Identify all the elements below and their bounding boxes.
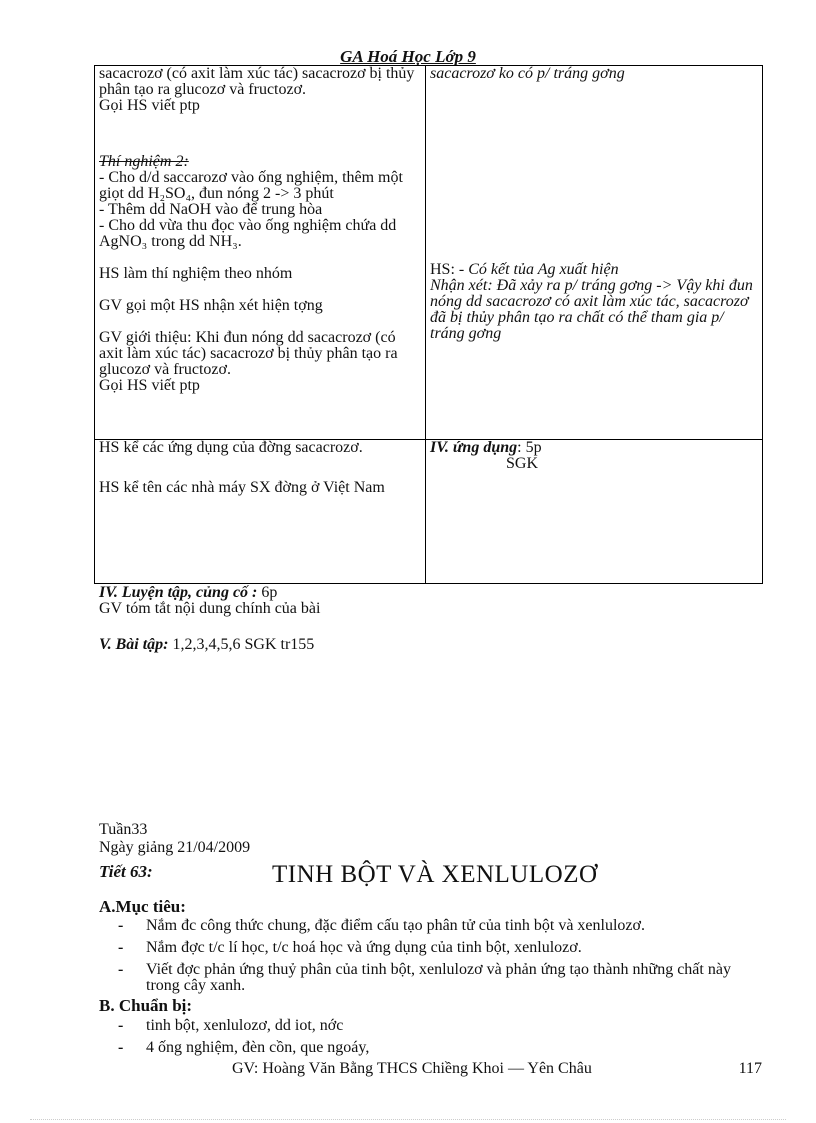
footer-author: GV: Hoàng Văn Bằng THCS Chiềng Khoi — Yên Châu <box>232 1060 592 1077</box>
bullet-mark: - <box>118 1039 124 1056</box>
list-item <box>118 918 768 934</box>
list-item-text: 4 ống nghiệm, đèn cồn, que ngoáy, <box>146 1039 370 1056</box>
experiment-step: - Thêm dd NaOH vào để trung hòa <box>99 201 323 218</box>
cell-text: HS làm thí nghiệm theo nhóm <box>99 265 293 282</box>
list-item-text: tinh bột, xenlulozơ, dd iot, nớc <box>146 1017 344 1034</box>
list-item-text: Nắm đợc t/c lí học, t/c hoá học và ứng dụng của tinh bột, xenlulozơ. <box>146 939 582 956</box>
table-cell-activity <box>95 66 426 440</box>
preparation-heading: B. Chuẩn bị: <box>99 996 193 1015</box>
cell-text: GV gọi một HS nhận xét hiện tợng <box>99 297 323 314</box>
cell-text: SGK <box>506 455 539 472</box>
cell-text: HS kể tên các nhà máy SX đờng ở Việt Nam <box>99 479 385 496</box>
page-edge-divider <box>30 1119 786 1120</box>
list-item-text: Nắm đc công thức chung, đặc điểm cấu tạo phân tử của tinh bột và xenlulozơ. <box>146 917 645 934</box>
section-heading <box>430 440 758 456</box>
table-row <box>95 66 763 440</box>
cell-text: sacacrozơ (có axit làm xúc tác) sacacrozơ bị thủy phân tạo ra glucozơ và fructozơ. <box>99 65 415 98</box>
table-row <box>95 440 763 584</box>
homework-title: V. Bài tập: <box>99 636 169 653</box>
week-label: Tuần33 <box>99 821 148 838</box>
practice-text: GV tóm tắt nội dung chính của bài <box>99 600 321 617</box>
table-cell-content <box>426 66 763 440</box>
bullet-mark: - <box>118 1017 124 1034</box>
practice-heading <box>99 585 277 601</box>
document-header: GA Hoá Học Lớp 9 <box>340 47 476 66</box>
experiment-step: - Cho dd vừa thu đọc vào ống nghiệm chứa dd AgNO₃ trong dd NH₃. <box>99 217 397 250</box>
practice-title: IV. Luyện tập, củng cố : <box>99 584 258 601</box>
list-item <box>118 962 768 994</box>
cell-text: Gọi HS viết ptp <box>99 97 200 114</box>
list-item <box>118 1018 768 1034</box>
bullet-mark: - <box>118 939 124 956</box>
section-time: : 5p <box>517 439 542 456</box>
objectives-list <box>118 918 768 994</box>
lesson-number: Tiết 63: <box>99 862 153 881</box>
cell-text: sacacrozơ ko có p/ tráng gơng <box>430 65 625 82</box>
bullet-mark: - <box>118 917 124 934</box>
comment-text: Nhận xét: Đã xảy ra p/ tráng gơng -> Vậy khi đun nóng dd sacacrozơ có axit làm xúc tác, sacacrozơ đã bị thủy phân tạo ra chất có thể tham gia p/ tráng gơng <box>430 277 753 342</box>
list-item <box>118 940 768 956</box>
cell-text: HS kể các ứng dụng của đờng sacacrozơ. <box>99 439 363 456</box>
homework-text: 1,2,3,4,5,6 SGK tr155 <box>168 636 315 653</box>
page-footer <box>232 1060 762 1078</box>
table-cell-content <box>426 440 763 584</box>
hs-result-text: - Có kết tủa Ag xuất hiện <box>454 261 619 278</box>
practice-time: 6p <box>257 584 278 601</box>
cell-text: GV giới thiệu: Khi đun nóng dd sacacrozơ (có axit làm xúc tác) sacacrozơ bị thủy phân tạo ra glucozơ và fructozơ. <box>99 329 398 378</box>
hs-result <box>430 262 758 278</box>
bullet-mark: - <box>118 961 124 978</box>
experiment-title: Thí nghiệm 2: <box>99 153 189 170</box>
teaching-date: Ngày giảng 21/04/2009 <box>99 839 251 856</box>
section-title: IV. ứng dụng <box>430 439 518 456</box>
experiment-step: - Cho d/d saccarozơ vào ống nghiệm, thêm một giọt dd H₂SO₄, đun nóng 2 -> 3 phút <box>99 169 403 202</box>
table-cell-activity <box>95 440 426 584</box>
cell-text: Gọi HS viết ptp <box>99 377 200 394</box>
hs-label: HS: <box>430 261 455 278</box>
page-number: 117 <box>738 1060 762 1077</box>
list-item <box>118 1040 768 1056</box>
homework-line <box>99 637 314 653</box>
list-item-text: Viết đợc phản ứng thuỷ phân của tinh bột, xenlulozơ và phản ứng tạo thành những chất này trong cây xanh. <box>146 961 731 994</box>
lesson-title: TINH BỘT VÀ XENLULOZƠ <box>272 861 598 888</box>
objectives-heading: A.Mục tiêu: <box>99 897 186 916</box>
preparation-list <box>118 1018 768 1056</box>
lesson-table <box>94 65 763 584</box>
